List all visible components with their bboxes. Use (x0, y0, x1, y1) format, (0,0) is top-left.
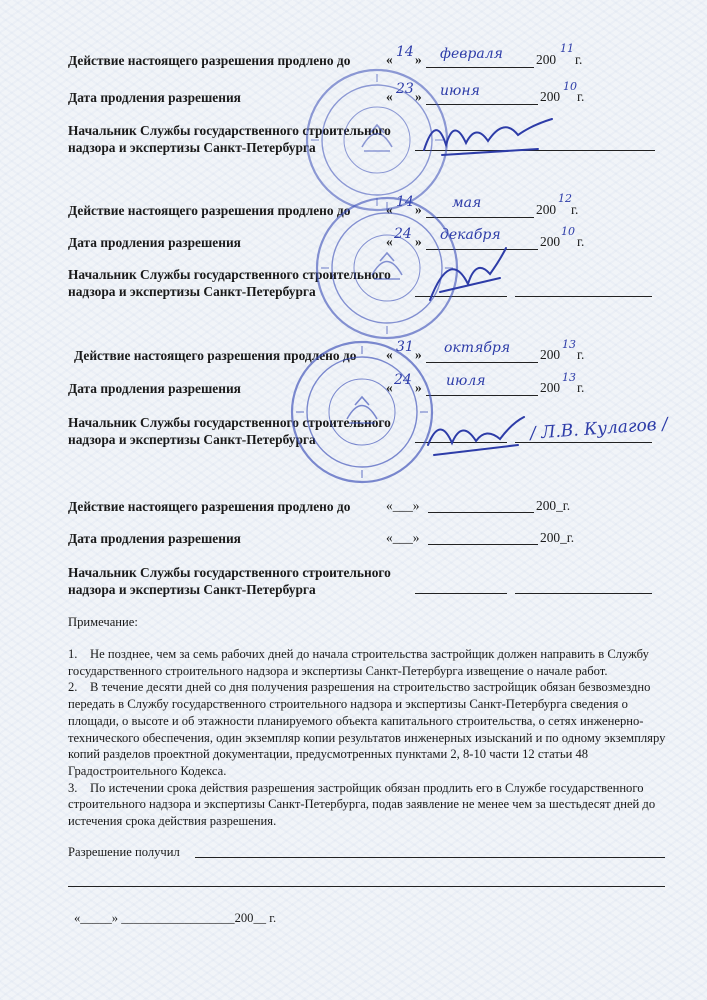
block3-date-label: Дата продления разрешения (68, 381, 241, 396)
signature-2 (420, 240, 510, 310)
block2-head-line1: Начальник Службы государственного строительного (68, 267, 391, 282)
block4-head-line2: надзора и экспертизы Санкт-Петербурга (68, 582, 316, 597)
notes-list (68, 646, 668, 830)
stamp-seal-1 (302, 65, 452, 215)
block2-year-value: 12 (558, 192, 572, 205)
block3-day-open: « (386, 347, 393, 362)
block1-date-year-prefix: 200 (540, 89, 561, 104)
block4-year-field: 200_г. (536, 498, 571, 513)
note-item-1: 1. Не позднее, чем за семь рабочих дней до начала строительства застройщик должен направить в Службу государственного строительного надзора и экспертизы Санкт-Петербурга извещение о начале работ. (68, 647, 649, 678)
block2-year-suffix: г. (571, 202, 579, 217)
block1-day-value: 14 (396, 44, 414, 60)
block4-extended-label: Действие настоящего разрешения продлено до (68, 499, 351, 514)
block3-year-prefix: 200 (540, 347, 561, 362)
block2-extended-label: Действие настоящего разрешения продлено до (68, 203, 351, 218)
block1-year-suffix: г. (575, 52, 583, 67)
block1-signature-line (415, 150, 655, 151)
block1-date-day-close: » (415, 89, 422, 104)
block1-date-month-value: июня (440, 83, 480, 99)
receipt-second-line (68, 886, 665, 887)
block3-day-close: » (415, 347, 422, 362)
block3-head-line1: Начальник Службы государственного строительного (68, 415, 391, 430)
block3-day-value: 31 (396, 339, 414, 355)
block1-month-line (426, 67, 534, 68)
block1-extended-label: Действие настоящего разрешения продлено до (68, 53, 351, 68)
block1-date-month-line (426, 104, 538, 105)
block3-date-day-value: 24 (394, 372, 412, 388)
block2-signature-line-b (515, 296, 652, 297)
block3-year-value: 13 (562, 338, 576, 351)
block4-month-line (428, 512, 534, 513)
block4-date-label: Дата продления разрешения (68, 531, 241, 546)
block1-year-prefix: 200 (536, 52, 557, 67)
receipt-date-field: «_____» __________________200__ г. (74, 911, 277, 925)
block3-month-line (426, 362, 538, 363)
block3-signature-line-a (415, 442, 507, 443)
block2-month-value: мая (452, 195, 482, 211)
block3-signer-name: / Л.В. Кулагов / (529, 414, 669, 444)
block2-month-line (426, 217, 534, 218)
block2-date-month-value: декабря (440, 227, 501, 243)
receipt-name-line (195, 857, 665, 858)
block3-month-value: октября (444, 340, 511, 356)
block4-date-year-field: 200_г. (540, 530, 575, 545)
block4-day-field: «___» (386, 498, 420, 513)
block3-date-month-value: июля (446, 373, 486, 389)
block1-day-close: » (415, 52, 422, 67)
block1-date-label: Дата продления разрешения (68, 90, 241, 105)
block4-signature-line-b (515, 593, 652, 594)
block1-month-value: февраля (440, 46, 503, 62)
block3-date-year-suffix: г. (577, 380, 585, 395)
block2-date-day-close: » (415, 234, 422, 249)
block1-date-day-value: 23 (396, 81, 414, 97)
receipt-label: Разрешение получил (68, 845, 180, 859)
block2-day-value: 14 (396, 194, 414, 210)
block4-date-month-line (428, 544, 538, 545)
block3-date-year-value: 13 (562, 371, 576, 384)
block1-date-year-suffix: г. (577, 89, 585, 104)
block1-head-line2: надзора и экспертизы Санкт-Петербурга (68, 140, 316, 155)
block2-head-line2: надзора и экспертизы Санкт-Петербурга (68, 284, 316, 299)
block1-day-open: « (386, 52, 393, 67)
block3-head-line2: надзора и экспертизы Санкт-Петербурга (68, 432, 316, 447)
block2-date-day-value: 24 (394, 226, 412, 242)
block4-head-line1: Начальник Службы государственного строительного (68, 565, 391, 580)
block2-day-open: « (386, 202, 393, 217)
signature-1 (418, 105, 558, 165)
block3-date-day-close: » (415, 380, 422, 395)
block3-date-year-prefix: 200 (540, 380, 561, 395)
block2-date-year-suffix: г. (577, 234, 585, 249)
block3-extended-label: Действие настоящего разрешения продлено до (74, 348, 357, 363)
block2-year-prefix: 200 (536, 202, 557, 217)
block1-head-line1: Начальник Службы государственного строительного (68, 123, 391, 138)
block2-date-year-prefix: 200 (540, 234, 561, 249)
block4-date-day-field: «___» (386, 530, 420, 545)
block2-date-year-value: 10 (561, 225, 575, 238)
notes-title: Примечание: (68, 615, 138, 629)
block1-year-value: 11 (560, 42, 574, 55)
note-item-2: 2. В течение десяти дней со дня получения разрешения на строительство застройщик обязан безвозмездно передать в Службу государственного строительного надзора и экспертизы Санкт-Петербурга сведения о площади, о высоте и об этажности планируемого объекта капитального строительства, о сетях инженерно-технического обеспечения, один экземпляр копии результатов инженерных изысканий и по одному экземпляру копий разделов проектной документации, предусмотренных пунктами 2, 8-10 части 12 статьи 48 Градостроительного Кодекса. (68, 680, 666, 778)
block1-date-year-value: 10 (563, 80, 577, 93)
block1-date-day-open: « (386, 89, 393, 104)
block3-date-month-line (426, 395, 538, 396)
block3-year-suffix: г. (577, 347, 585, 362)
block2-day-close: » (415, 202, 422, 217)
block2-signature-line-a (415, 296, 507, 297)
block2-date-day-open: « (386, 234, 393, 249)
block2-date-label: Дата продления разрешения (68, 235, 241, 250)
block2-date-month-line (426, 249, 538, 250)
note-item-3: 3. По истечении срока действия разрешения застройщик обязан продлить его в Службе государственного строительного надзора и экспертизы Санкт-Петербурга, подав заявление не менее чем за шестьдесят дней до истечения срока действия разрешения. (68, 780, 656, 829)
signature-3 (420, 405, 530, 465)
block3-date-day-open: « (386, 380, 393, 395)
block4-signature-line-a (415, 593, 507, 594)
